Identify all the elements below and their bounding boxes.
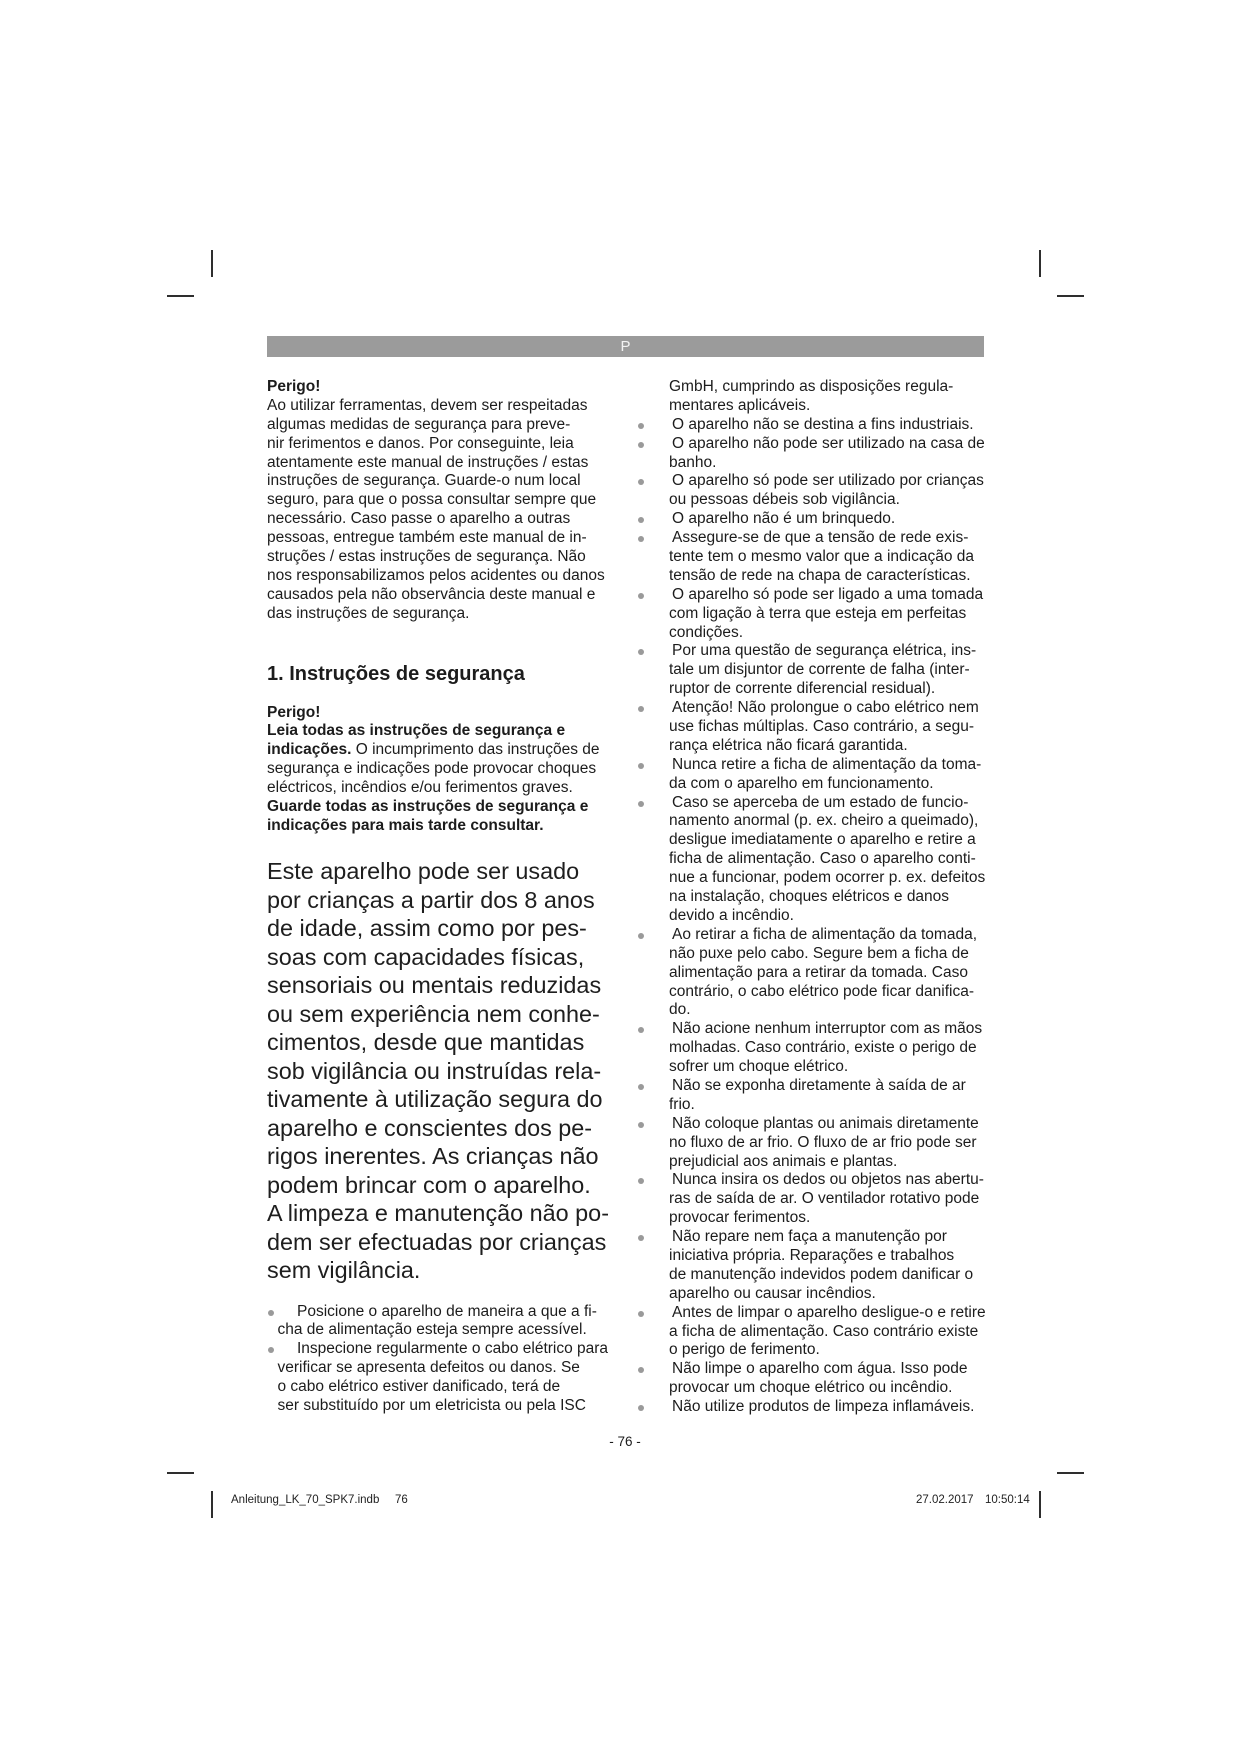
text-line: Nunca retire a ficha de alimentação da toma- [672,755,982,773]
text-line: Não utilize produtos de limpeza inflamáveis. [672,1398,975,1416]
list-item [638,1077,986,1115]
text-line: tale um disjuntor de corrente de falha (inter- [669,661,970,679]
text-line: Não repare nem faça a manutenção por [672,1228,947,1246]
text-line: ser substituído por um eletricista ou pela ISC [277,1396,586,1414]
text-line: contrário, o cabo elétrico pode ficar danifica- [669,982,974,1000]
text-line: provocar ferimentos. [669,1209,811,1227]
text-line-bold: Guarde todas as instruções de segurança e [267,797,589,815]
list-item [638,1228,986,1304]
list-item [638,699,986,756]
text-line: tente tem o mesmo valor que a indicação da [669,548,975,566]
text-line: do. [669,1001,691,1019]
list-item [638,1115,986,1172]
crop-mark [1057,295,1084,297]
text-line: no fluxo de ar frio. O fluxo de ar frio pode ser [669,1133,977,1151]
text-line: molhadas. Caso contrário, existe o perigo de [669,1039,977,1057]
text-line: iniciativa própria. Reparações e trabalhos [669,1246,955,1264]
text-line: cimentos, desde que mantidas [267,1029,585,1055]
text-line: devido a incêndio. [669,906,794,924]
section-header-bar [267,336,984,357]
bullet-icon [268,1310,274,1316]
text-line: Atenção! Não prolongue o cabo elétrico nem [672,699,979,717]
text-line: O aparelho só pode ser ligado a uma tomada [672,585,984,603]
text-line: Ao utilizar ferramentas, devem ser respeitadas [267,396,588,414]
list-item [267,1303,608,1341]
text-line: causados pela não observância deste manual e [267,585,596,603]
child-safety-notice [267,857,609,1285]
text-line: Não limpe o aparelho com água. Isso pode [672,1360,968,1378]
text-line: sensoriais ou mentais reduzidas [267,972,602,998]
page-number: - 76 - [609,1434,641,1449]
list-item [638,794,986,926]
list-item [267,1340,608,1416]
text-line: soas com capacidades físicas, [267,943,585,970]
text-line: verificar se apresenta defeitos ou danos. Se [277,1359,580,1377]
list-item [638,756,986,794]
text-line: instruções de segurança. Guarde-o num local [267,472,581,490]
left-bullet-list [267,1303,608,1416]
bullet-icon [638,801,644,807]
text-line: atentamente este manual de instruções / estas [267,453,589,471]
text-line: sob vigilância ou instruídas rela- [267,1057,602,1084]
text-line: nos responsabilizamos pelos acidentes ou danos [267,566,605,584]
text-line: Caso se aperceba de um estado de funcio- [672,793,969,811]
text-line: provocar um choque elétrico ou incêndio. [669,1379,953,1397]
bullet-icon [638,1122,644,1128]
text-line: das instruções de segurança. [267,604,470,622]
section-heading: 1. Instruções de segurança [267,663,525,685]
text-line-bold: indicações para mais tarde consultar. [267,816,544,834]
crop-mark [211,250,213,277]
text-line: O aparelho não pode ser utilizado na casa de [672,434,985,452]
list-item [638,1360,986,1398]
text-line: algumas medidas de segurança para preve- [267,415,571,433]
text-line: Não se exponha diretamente à saída de ar [672,1076,966,1094]
bullet-icon [638,1084,644,1090]
footer-date: 27.02.2017 [916,1494,974,1506]
text-line: banho. [669,453,717,471]
text-line-mixed [267,741,600,760]
crop-mark [1039,250,1041,277]
text-line: o perigo de ferimento. [669,1341,820,1359]
crop-mark [1057,1472,1084,1474]
text-line: ruptor de corrente diferencial residual). [669,680,936,698]
list-item [638,642,986,699]
crop-mark [167,1472,194,1474]
bullet-icon [638,933,644,939]
text-line: mentares aplicáveis. [669,396,811,414]
text-line: da com o aparelho em funcionamento. [669,774,934,792]
list-item [638,1304,986,1361]
text-line: Assegure-se de que a tensão de rede exis- [672,529,969,547]
list-item [638,529,986,586]
list-item [638,435,986,473]
text-line: tivamente à utilização segura do [267,1086,603,1112]
text-line-bold: Leia todas as instruções de segurança e [267,722,566,740]
safety-warning-notice [267,704,600,836]
bullet-icon [638,763,644,769]
right-column [638,378,986,1417]
crop-mark [211,1491,213,1518]
text-line: A limpeza e manutenção não po- [267,1200,609,1226]
language-section-label: P [620,338,631,355]
text-line: eléctricos, incêndios e/ou ferimentos graves. [267,779,573,797]
text-line: dem ser efectuadas por crianças [267,1228,607,1255]
text-line: na instalação, choques elétricos e danos [669,888,950,906]
text-line: O aparelho só pode ser utilizado por crianças [672,472,984,490]
text-line: segurança e indicações pode provocar choques [267,760,597,778]
text-line: use fichas múltiplas. Caso contrário, a segu- [669,718,974,736]
list-item [638,1171,986,1228]
text-line: podem brincar com o aparelho. [267,1171,591,1198]
text-line: seguro, para que o possa consultar sempre que [267,491,597,509]
text-line: aparelho e conscientes dos pe- [267,1114,593,1141]
text-line: aparelho ou causar incêndios. [669,1284,876,1302]
text-line: condições. [669,623,744,641]
footer-page: 76 [395,1494,408,1506]
danger-title: Perigo! [267,378,321,395]
footer-time: 10:50:14 [985,1494,1030,1506]
text-line: Por uma questão de segurança elétrica, ins- [672,642,977,660]
footer-file-name: Anleitung_LK_70_SPK7.indb [231,1494,380,1506]
text-line: necessário. Caso passe o aparelho a outras [267,510,571,528]
text-line: a ficha de alimentação. Caso contrário existe [669,1322,979,1340]
text-line: ras de saída de ar. O ventilador rotativo pode [669,1190,980,1208]
text-line: namento anormal (p. ex. cheiro a queimado), [669,812,979,830]
list-item [638,1398,986,1417]
list-item [638,926,986,1020]
text-line: Ao retirar a ficha de alimentação da tomada, [672,925,978,943]
text-line: rigos inerentes. As crianças não [267,1143,599,1169]
text-line: struções / estas instruções de segurança. Não [267,548,586,566]
text-line: O aparelho não é um brinquedo. [672,510,896,528]
list-item [638,416,986,435]
text-line: não puxe pelo cabo. Segure bem a ficha de [669,944,969,962]
text-line: nue a funcionar, podem ocorrer p. ex. defeitos [669,869,986,887]
regular-text: O incumprimento das instruções de [351,741,600,759]
text-line: Antes de limpar o aparelho desligue-o e retire [672,1303,986,1321]
text-line: rança elétrica não ficará garantida. [669,736,908,754]
text-line: nir ferimentos e danos. Por conseguinte, leia [267,434,574,452]
text-line: ou pessoas débeis sob vigilância. [669,491,900,509]
text-line: pessoas, entregue também este manual de in- [267,529,587,547]
crop-mark [167,295,194,297]
text-line: Posicione o aparelho de maneira a que a fi- [297,1302,597,1320]
text-line: prejudicial aos animais e plantas. [669,1152,898,1170]
crop-mark [1039,1491,1041,1518]
bullet-icon [638,593,644,599]
bullet-icon [638,423,644,429]
text-line: ficha de alimentação. Caso o aparelho conti- [669,850,976,868]
text-line: desligue imediatamente o aparelho e retire a [669,831,976,849]
text-line: por crianças a partir dos 8 anos [267,886,595,913]
text-line: sofrer um choque elétrico. [669,1058,849,1076]
bullet-icon [638,442,644,448]
text-line: Inspecione regularmente o cabo elétrico para [297,1340,609,1358]
intro-danger-notice [267,378,605,624]
text-line: o cabo elétrico estiver danificado, terá de [277,1378,561,1396]
text-line: Este aparelho pode ser usado [267,858,580,884]
text-line: O aparelho não se destina a fins industriais. [672,415,974,433]
text-line: tensão de rede na chapa de características. [669,566,971,584]
danger-title: Perigo! [267,703,321,721]
text-line: de idade, assim como por pes- [267,915,587,941]
text-line: cha de alimentação esteja sempre acessível. [277,1321,587,1339]
text-line: alimentação para a retirar da tomada. Caso [669,963,968,981]
text-line: de manutenção indevidos podem danificar o [669,1265,974,1283]
text-line: frio. [669,1095,695,1113]
bold-text: indicações. [267,741,352,759]
list-item [638,472,986,510]
text-line: ou sem experiência nem conhe- [267,1000,600,1027]
text-line: com ligação à terra que esteja em perfeitas [669,604,967,622]
list-item [638,1020,986,1077]
text-line: Nunca insira os dedos ou objetos nas abertu- [672,1171,984,1189]
text-line: GmbH, cumprindo as disposições regula- [669,378,954,395]
text-line: Não acione nenhum interruptor com as mãos [672,1020,983,1038]
list-item [638,586,986,643]
text-line: sem vigilância. [267,1257,421,1283]
list-item [638,510,986,529]
bullet-icon [638,1311,644,1317]
text-line: Não coloque plantas ou animais diretamente [672,1114,979,1132]
